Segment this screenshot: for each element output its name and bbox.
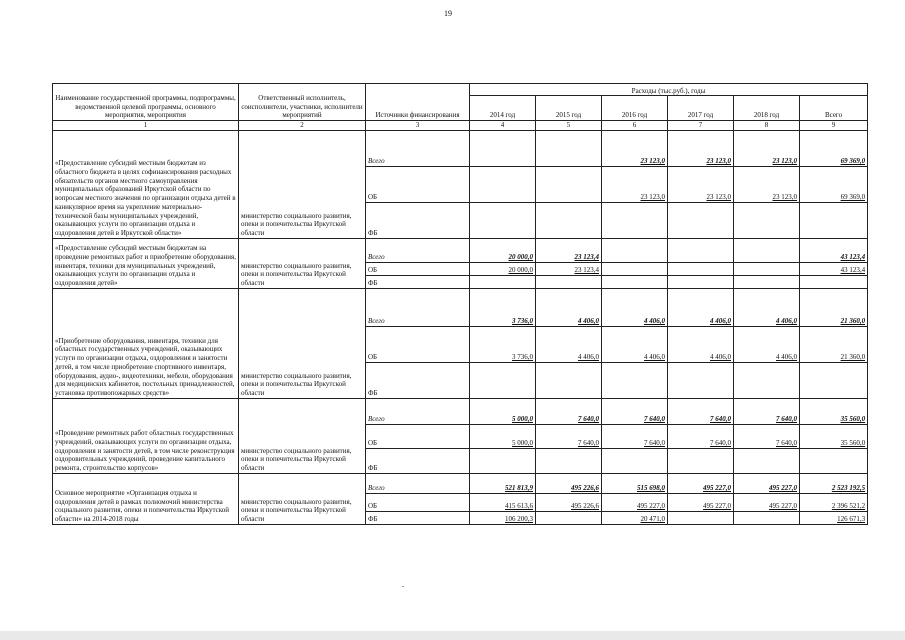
page-bottom-bar xyxy=(0,631,905,640)
amount-cell: 4 406,0 xyxy=(536,326,602,362)
amount-cell: 23 123,0 xyxy=(734,166,800,202)
header-year: 2016 год xyxy=(602,96,668,121)
total-cell: 2 523 192,5 xyxy=(800,473,868,493)
header-year: 2017 год xyxy=(668,96,734,121)
amount-cell: 7 640,0 xyxy=(668,398,734,424)
column-number: 7 xyxy=(668,121,734,131)
amount-cell xyxy=(668,238,734,262)
total-cell: 35 560,0 xyxy=(800,424,868,448)
total-cell xyxy=(800,275,868,288)
funding-source: ОБ xyxy=(366,326,470,362)
amount-cell: 5 000,0 xyxy=(470,398,536,424)
funding-source: ОБ xyxy=(366,493,470,511)
total-cell: 69 369,0 xyxy=(800,130,868,166)
page-number: 19 xyxy=(444,9,452,18)
amount-cell: 23 123,0 xyxy=(734,130,800,166)
row-name: «Предоставление субсидий местным бюджетам на проведение ремонтных работ и приобретение оборудования, инвентаря, техники для муниципальных учреждений, оказывающих услуги по организации отдыха и оздоровления детей» xyxy=(53,238,239,288)
amount-cell xyxy=(734,202,800,238)
funding-source: ОБ xyxy=(366,166,470,202)
table-row xyxy=(53,238,868,262)
total-cell: 43 123,4 xyxy=(800,238,868,262)
total-cell: 35 560,0 xyxy=(800,398,868,424)
amount-cell: 3 736,0 xyxy=(470,288,536,326)
column-number: 5 xyxy=(536,121,602,131)
amount-cell: 5 000,0 xyxy=(470,424,536,448)
amount-cell xyxy=(734,262,800,275)
row-executor: министерство социального развития, опеки и попечительства Иркутской области xyxy=(239,398,366,473)
amount-cell: 20 000,0 xyxy=(470,238,536,262)
column-number: 8 xyxy=(734,121,800,131)
amount-cell xyxy=(734,511,800,524)
amount-cell: 4 406,0 xyxy=(602,326,668,362)
amount-cell: 495 227,0 xyxy=(734,493,800,511)
amount-cell xyxy=(668,448,734,473)
amount-cell xyxy=(734,448,800,473)
amount-cell xyxy=(602,362,668,398)
total-cell: 21 360,0 xyxy=(800,326,868,362)
funding-source: ОБ xyxy=(366,424,470,448)
row-name: «Приобретение оборудования, инвентаря, техники для областных государственных учреждений, оказывающих услуги по организации отдыха, оздоровления и занятости детей, в том числе приобретение спортивного инвентаря, оборудования, аудио-, видеотехники, мебели, оборудования для медицинских кабинетов, постельных принадлежностей, установка противопожарных средств» xyxy=(53,288,239,398)
amount-cell: 521 813,9 xyxy=(470,473,536,493)
amount-cell: 3 736,0 xyxy=(470,326,536,362)
funding-source: Всего xyxy=(366,288,470,326)
table-row xyxy=(53,130,868,166)
amount-cell xyxy=(668,362,734,398)
total-cell: 21 360,0 xyxy=(800,288,868,326)
amount-cell: 23 123,0 xyxy=(668,130,734,166)
amount-cell: 495 227,0 xyxy=(668,473,734,493)
amount-cell: 106 200,3 xyxy=(470,511,536,524)
header-source: Источники финансирования xyxy=(366,84,470,121)
amount-cell: 23 123,0 xyxy=(668,166,734,202)
funding-source: ОБ xyxy=(366,262,470,275)
total-cell: 126 671,3 xyxy=(800,511,868,524)
header-name: Наименование государственной программы, подпрограммы, ведомственной целевой программы, основного мероприятия, мероприятия xyxy=(53,84,239,121)
amount-cell xyxy=(734,238,800,262)
row-name: «Проведение ремонтных работ областных государственных учреждений, оказывающих услуги по организации отдыха, оздоровления и занятости детей, в том числе реконструкция оздоровительных учреждений, проведение капитального ремонта, строительство корпусов» xyxy=(53,398,239,473)
funding-source: Всего xyxy=(366,473,470,493)
amount-cell: 4 406,0 xyxy=(668,288,734,326)
amount-cell: 4 406,0 xyxy=(536,288,602,326)
amount-cell xyxy=(734,362,800,398)
amount-cell: 23 123,0 xyxy=(602,166,668,202)
funding-source: ФБ xyxy=(366,448,470,473)
amount-cell xyxy=(734,275,800,288)
table-row xyxy=(53,288,868,326)
header-expenses: Расходы (тыс.руб.), годы xyxy=(470,84,868,96)
amount-cell: 4 406,0 xyxy=(668,326,734,362)
row-name: «Предоставление субсидий местным бюджетам из областного бюджета в целях софинансирования расходных обязательств органов местного самоуправления муниципальных образований Иркутской области по вопросам местного значения по организации отдыха детей в каникулярное время на укрепление материально-технической базы муниципальных учреждений, оказывающих услуги по организации отдыха и оздоровления детей в Иркутской области» xyxy=(53,130,239,238)
amount-cell: 515 698,0 xyxy=(602,473,668,493)
funding-source: ФБ xyxy=(366,275,470,288)
financing-table xyxy=(52,83,868,525)
amount-cell xyxy=(602,238,668,262)
amount-cell xyxy=(602,202,668,238)
amount-cell xyxy=(668,262,734,275)
table-row xyxy=(53,473,868,493)
amount-cell: 20 471,0 xyxy=(602,511,668,524)
header-year: 2014 год xyxy=(470,96,536,121)
total-cell xyxy=(800,362,868,398)
total-cell xyxy=(800,202,868,238)
amount-cell xyxy=(470,362,536,398)
amount-cell: 20 000,0 xyxy=(470,262,536,275)
amount-cell xyxy=(470,202,536,238)
amount-cell xyxy=(668,511,734,524)
total-cell: 43 123,4 xyxy=(800,262,868,275)
amount-cell: 7 640,0 xyxy=(536,424,602,448)
amount-cell xyxy=(536,130,602,166)
table-row xyxy=(53,398,868,424)
amount-cell xyxy=(536,448,602,473)
amount-cell xyxy=(668,275,734,288)
amount-cell xyxy=(602,262,668,275)
total-cell: 2 396 521,2 xyxy=(800,493,868,511)
amount-cell: 4 406,0 xyxy=(734,326,800,362)
row-executor: министерство социального развития, опеки и попечительства Иркутской области xyxy=(239,238,366,288)
amount-cell xyxy=(536,275,602,288)
amount-cell xyxy=(602,448,668,473)
funding-source: Всего xyxy=(366,238,470,262)
amount-cell: 495 227,0 xyxy=(734,473,800,493)
column-number: 4 xyxy=(470,121,536,131)
amount-cell: 7 640,0 xyxy=(734,398,800,424)
amount-cell: 7 640,0 xyxy=(734,424,800,448)
amount-cell xyxy=(536,511,602,524)
scan-dot xyxy=(402,586,404,587)
amount-cell xyxy=(470,275,536,288)
row-name: Основное мероприятие «Организация отдыха и оздоровления детей в рамках полномочий министерства социального развития, опеки и попечительства Иркутской области» на 2014-2018 годы xyxy=(53,473,239,524)
column-number: 3 xyxy=(366,121,470,131)
amount-cell xyxy=(470,130,536,166)
amount-cell: 495 226,6 xyxy=(536,493,602,511)
header-exec: Ответственный исполнитель, соисполнители, участники, исполнители мероприятий xyxy=(239,84,366,121)
amount-cell xyxy=(536,202,602,238)
funding-source: Всего xyxy=(366,130,470,166)
funding-source: ФБ xyxy=(366,511,470,524)
amount-cell xyxy=(668,202,734,238)
header-year: 2018 год xyxy=(734,96,800,121)
amount-cell: 4 406,0 xyxy=(602,288,668,326)
funding-source: ФБ xyxy=(366,202,470,238)
amount-cell: 23 123,0 xyxy=(602,130,668,166)
amount-cell: 23 123,4 xyxy=(536,238,602,262)
header-total: Всего xyxy=(800,96,868,121)
amount-cell xyxy=(470,166,536,202)
amount-cell: 23 123,4 xyxy=(536,262,602,275)
funding-source: ФБ xyxy=(366,362,470,398)
amount-cell xyxy=(536,362,602,398)
column-number: 9 xyxy=(800,121,868,131)
row-executor: министерство социального развития, опеки и попечительства Иркутской области xyxy=(239,288,366,398)
amount-cell: 495 227,0 xyxy=(668,493,734,511)
amount-cell xyxy=(602,275,668,288)
row-executor: министерство социального развития, опеки и попечительства Иркутской области xyxy=(239,130,366,238)
amount-cell: 7 640,0 xyxy=(602,424,668,448)
amount-cell: 415 613,6 xyxy=(470,493,536,511)
total-cell: 69 369,0 xyxy=(800,166,868,202)
header-year: 2015 год xyxy=(536,96,602,121)
funding-source: Всего xyxy=(366,398,470,424)
amount-cell: 7 640,0 xyxy=(536,398,602,424)
amount-cell xyxy=(470,448,536,473)
row-executor: министерство социального развития, опеки и попечительства Иркутской области xyxy=(239,473,366,524)
amount-cell: 495 227,0 xyxy=(602,493,668,511)
total-cell xyxy=(800,448,868,473)
amount-cell: 495 226,6 xyxy=(536,473,602,493)
column-number: 1 xyxy=(53,121,239,131)
amount-cell: 7 640,0 xyxy=(668,424,734,448)
amount-cell xyxy=(536,166,602,202)
amount-cell: 7 640,0 xyxy=(602,398,668,424)
amount-cell: 4 406,0 xyxy=(734,288,800,326)
column-number: 6 xyxy=(602,121,668,131)
column-number: 2 xyxy=(239,121,366,131)
